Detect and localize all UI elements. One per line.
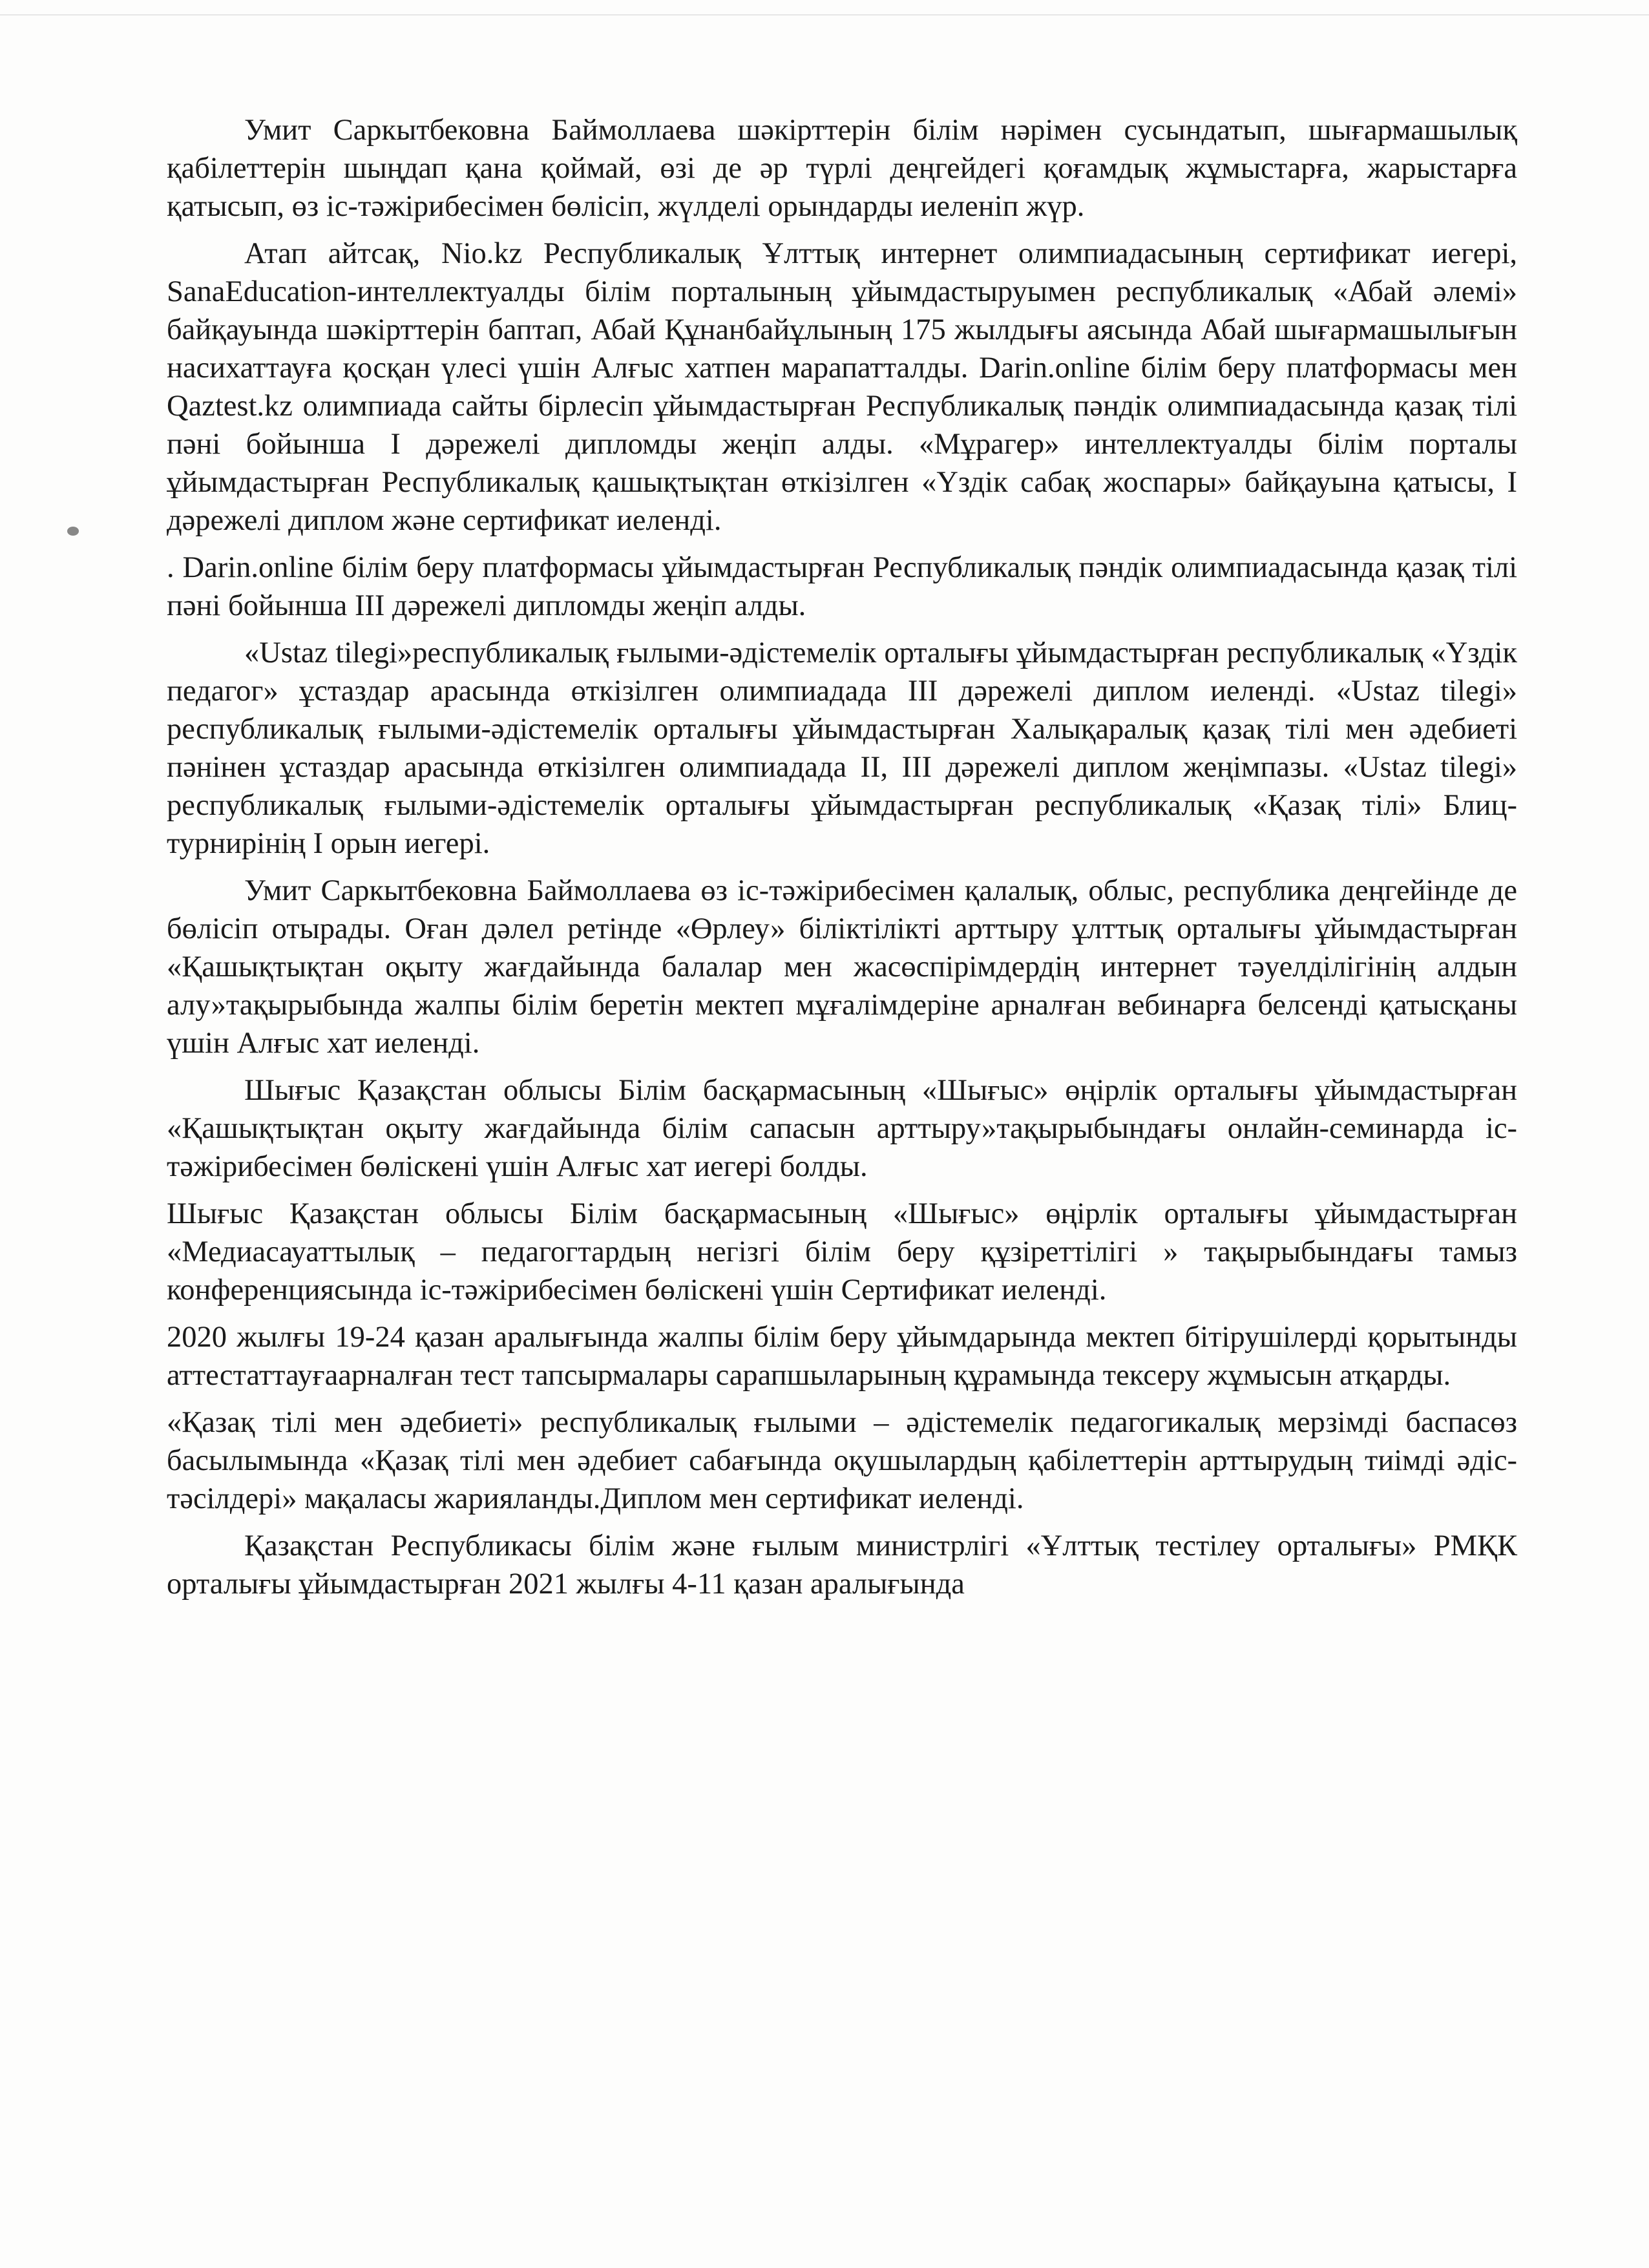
paragraph-intro: Умит Саркытбековна Баймоллаева шәкірттерін білім нәрімен сусындатып, шығармашылық қабілеттерін шыңдап қана қоймай, өзі де әр түрлі деңгейдегі қоғамдық жұмыстарға, жарыстарға қатысып, өз іс-тәжірибесімен бөлісіп, жүлделі орындарды иеленіп жүр. (167, 114, 1517, 223)
paragraph-publication: «Қазақ тілі мен әдебиеті» республикалық ғылыми – әдістемелік педагогикалық мерзімді баспасөз басылымында «Қазақ тілі мен әдебиет сабағында оқушылардың қабілеттерін арттырудың тиімді әдіс-тәсілдері» мақаласы жарияланды.Диплом мен сертификат иеленді. (167, 1406, 1517, 1515)
scan-edge-line (0, 14, 1649, 16)
document-body (167, 111, 1517, 1612)
paragraph-testing-center: Қазақстан Республикасы білім және ғылым министрлігі «Ұлттық тестілеу орталығы» РМҚК орталығы ұйымдастырған 2021 жылғы 4-11 қазан аралығында (167, 1529, 1517, 1601)
paragraph-online-seminar: Шығыс Қазақстан облысы Білім басқармасының «Шығыс» өңірлік орталығы ұйымдастырған «Қашықтықтан оқыту жағдайында білім сапасын арттыру»тақырыбындағы онлайн-семинарда іс-тәжірибесімен бөліскені үшін Алғыс хат иегері болды. (167, 1074, 1517, 1183)
scan-speck (67, 527, 79, 536)
paragraph-darin-online: . Darin.online білім беру платформасы ұйымдастырған Республикалық пәндік олимпиадасында қазақ тілі пәні бойынша III дәрежелі дипломды жеңіп алды. (167, 551, 1517, 622)
paragraph-experience-sharing: Умит Саркытбековна Баймоллаева өз іс-тәжірибесімен қалалық, облыс, республика деңгейінде де бөлісіп отырады. Оған дәлел ретінде «Өрлеу» біліктілікті арттыру ұлттық орталығы ұйымдастырған «Қашықтықтан оқыту жағдайында балалар мен жасөспірімдердің интернет тәуелділігінің алдын алу»тақырыбында жалпы білім беретін мектеп мұғалімдеріне арналған вебинарға белсенді қатысқаны үшін Алғыс хат иеленді. (167, 874, 1517, 1060)
paragraph-media-literacy: Шығыс Қазақстан облысы Білім басқармасының «Шығыс» өңірлік орталығы ұйымдастырған «Медиасауаттылық – педагогтардың негізгі білім беру құзіреттілігі » тақырыбындағы тамыз конференциясында іс-тәжірибесімен бөліскені үшін Сертификат иеленді. (167, 1197, 1517, 1307)
paragraph-attestation: 2020 жылғы 19-24 қазан аралығында жалпы білім беру ұйымдарында мектеп бітірушілерді қорытынды аттестаттауғаарналған тест тапсырмалары сарапшыларының құрамында тексеру жұмысын атқарды. (167, 1321, 1517, 1392)
paragraph-ustaz-tilegi: «Ustaz tilegi»республикалық ғылыми-әдістемелік орталығы ұйымдастырған республикалық «Үздік педагог» ұстаздар арасында өткізілген олимпиадада III дәрежелі диплом иеленді. «Ustaz tilegi» республикалық ғылыми-әдістемелік орталығы ұйымдастырған Халықаралық қазақ тілі мен әдебиеті пәнінен ұстаздар арасында өткізілген олимпиадада II, III дәрежелі диплом жеңімпазы. «Ustaz tilegi» республикалық ғылыми-әдістемелік орталығы ұйымдастырған республикалық «Қазақ тілі» Блиц-турнирінің I орын иегері. (167, 636, 1517, 860)
paragraph-olympiads: Атап айтсақ, Nio.kz Республикалық Ұлттық интернет олимпиадасының сертификат иегері, SanaEducation-интеллектуалды білім порталының ұйымдастыруымен республикалық «Абай әлемі» байқауында шәкірттерін баптап, Абай Құнанбайұлының 175 жылдығы аясында Абай шығармашылығын насихаттауға қосқан үлесі үшін Алғыс хатпен марапатталды. Darin.online білім беру платформасы мен Qaztest.kz олимпиада сайты бірлесіп ұйымдастырған Республикалық пәндік олимпиадасында қазақ тілі пәні бойынша I дәрежелі дипломды жеңіп алды. «Мұрагер» интеллектуалды білім порталы ұйымдастырған Республикалық қашықтықтан өткізілген «Үздік сабақ жоспары» байқауына қатысы, I дәрежелі диплом және сертификат иеленді. (167, 237, 1517, 537)
